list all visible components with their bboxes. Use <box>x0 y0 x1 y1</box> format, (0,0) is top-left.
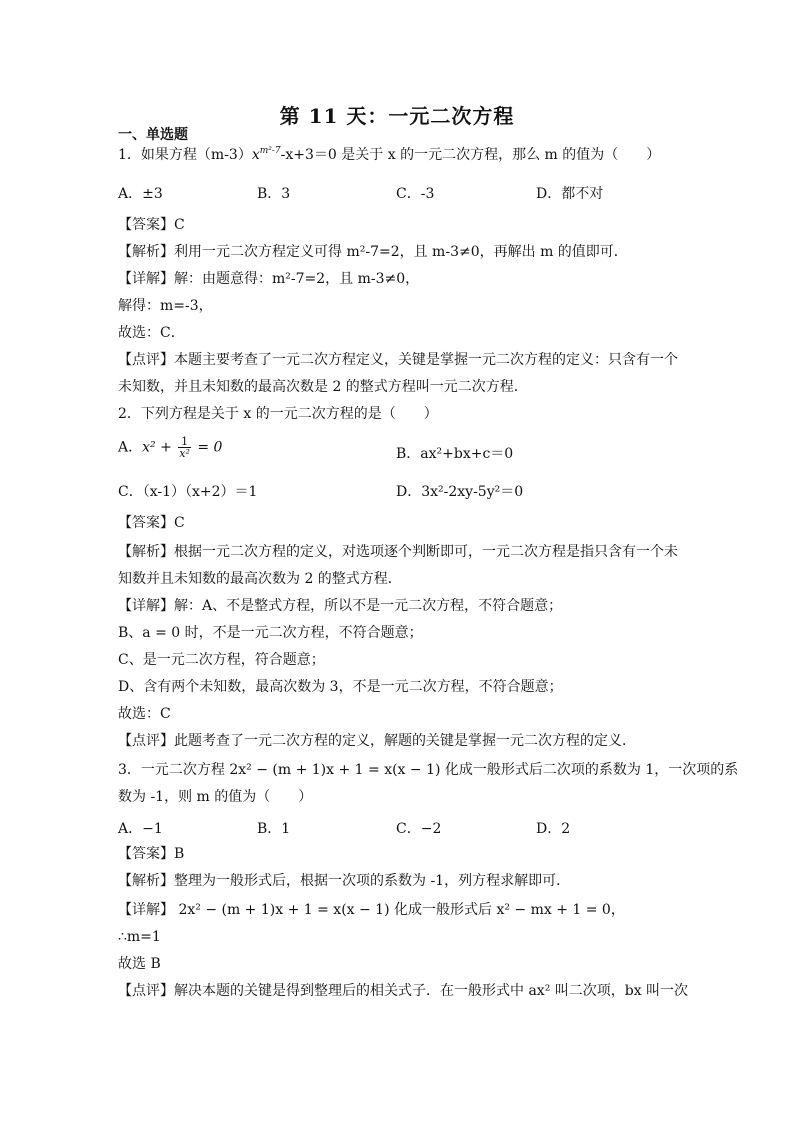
q3-detail: 【详解】 2x² − (m + 1)x + 1 = x(x − 1) 化成一般形式后 x² − mx + 1 = 0， <box>118 902 625 918</box>
q1-option-a: A．±3 <box>118 186 163 202</box>
q1-analysis: 【解析】利用一元二次方程定义可得 m²-7=2，且 m-3≠0，再解出 m 的值即可． <box>118 244 628 260</box>
q3-answer: 【答案】B <box>118 846 185 862</box>
q2-stem: 2．下列方程是关于 x 的一元二次方程的是（ ） <box>118 406 438 422</box>
q3-choose: 故选 B <box>118 956 161 972</box>
q3-therefore: ∴m=1 <box>118 929 161 945</box>
q3-comment: 【点评】解决本题的关键是得到整理后的相关式子．在一般形式中 ax² 叫二次项，bx 叫一次 <box>118 983 689 999</box>
q2-option-a-label: A． <box>118 439 143 456</box>
q2-option-d: D．3x²-2xy-5y²＝0 <box>396 484 524 500</box>
q3-stem-line2: 数为 -1，则 m 的值为（ ） <box>118 789 313 805</box>
q2-detail-line2: B、a = 0 时，不是一元二次方程，不符合题意； <box>118 625 423 641</box>
q3-option-c: C．−2 <box>396 821 442 837</box>
q1-stem-base: x <box>251 147 260 163</box>
q2-detail-line4: D、含有两个未知数，最高次数为 3，不是一元二次方程，不符合题意； <box>118 679 563 695</box>
q3-option-d: D．2 <box>536 821 571 837</box>
q1-solve: 解得：m=-3， <box>118 298 213 314</box>
q2-comment: 【点评】此题考查了一元二次方程的定义，解题的关键是掌握一元二次方程的定义． <box>118 733 636 749</box>
q2-detail-line3: C、是一元二次方程，符合题意； <box>118 652 325 668</box>
q2-option-c: C．（x-1）（x+2）＝1 <box>118 484 258 500</box>
q1-stem-start: 1．如果方程（m-3） <box>118 147 252 163</box>
q1-stem-end: -x+3＝0 是关于 x 的一元二次方程，那么 m 的值为（ ） <box>280 147 661 163</box>
q3-stem-line1: 3．一元二次方程 2x² − (m + 1)x + 1 = x(x − 1) 化成一般形式后二次项的系数为 1，一次项的系 <box>118 762 739 778</box>
q1-comment-line2: 未知数，并且未知数的最高次数是 2 的整式方程叫一元二次方程． <box>118 379 528 395</box>
q2-option-a-expr1: x² + <box>142 439 177 456</box>
section-heading: 一、单选题 <box>118 127 188 143</box>
q2-option-a-numerator: 1 <box>178 436 191 448</box>
page-title: 第 11 天：一元二次方程 <box>279 104 515 128</box>
q1-stem <box>118 146 660 164</box>
q1-option-d: D．都不对 <box>536 186 604 202</box>
q2-option-b: B．ax²+bx+c＝0 <box>396 446 514 462</box>
q1-answer: 【答案】C <box>118 217 185 233</box>
q2-option-a <box>118 436 222 459</box>
q3-option-b: B．1 <box>257 821 291 837</box>
q2-answer: 【答案】C <box>118 515 185 531</box>
q3-option-a: A．−1 <box>118 821 163 837</box>
q2-option-a-expr2: = 0 <box>192 439 223 456</box>
q1-detail: 【详解】解：由题意得：m²-7=2，且 m-3≠0， <box>118 271 420 287</box>
q1-option-c: C．-3 <box>396 186 435 202</box>
q2-analysis-line1: 【解析】根据一元二次方程的定义，对选项逐个判断即可，一元二次方程是指只含有一个未 <box>118 544 678 560</box>
q1-option-b: B．3 <box>257 186 291 202</box>
q2-option-a-fraction <box>178 436 191 459</box>
q2-analysis-line2: 知数并且未知数的最高次数为 2 的整式方程． <box>118 571 402 587</box>
q3-analysis: 【解析】整理为一般形式后，根据一次项的系数为 -1，列方程求解即可． <box>118 873 571 889</box>
q2-choose: 故选：C <box>118 706 171 722</box>
q1-comment-line1: 【点评】本题主要考查了一元二次方程定义，关键是掌握一元二次方程的定义：只含有一个 <box>118 352 678 368</box>
q2-option-a-denominator: x² <box>179 447 190 460</box>
q2-detail-line1: 【详解】解：A、不是整式方程，所以不是一元二次方程，不符合题意； <box>118 598 563 614</box>
q1-choose: 故选：C． <box>118 325 185 341</box>
q1-stem-exponent: m²-7 <box>259 146 281 156</box>
